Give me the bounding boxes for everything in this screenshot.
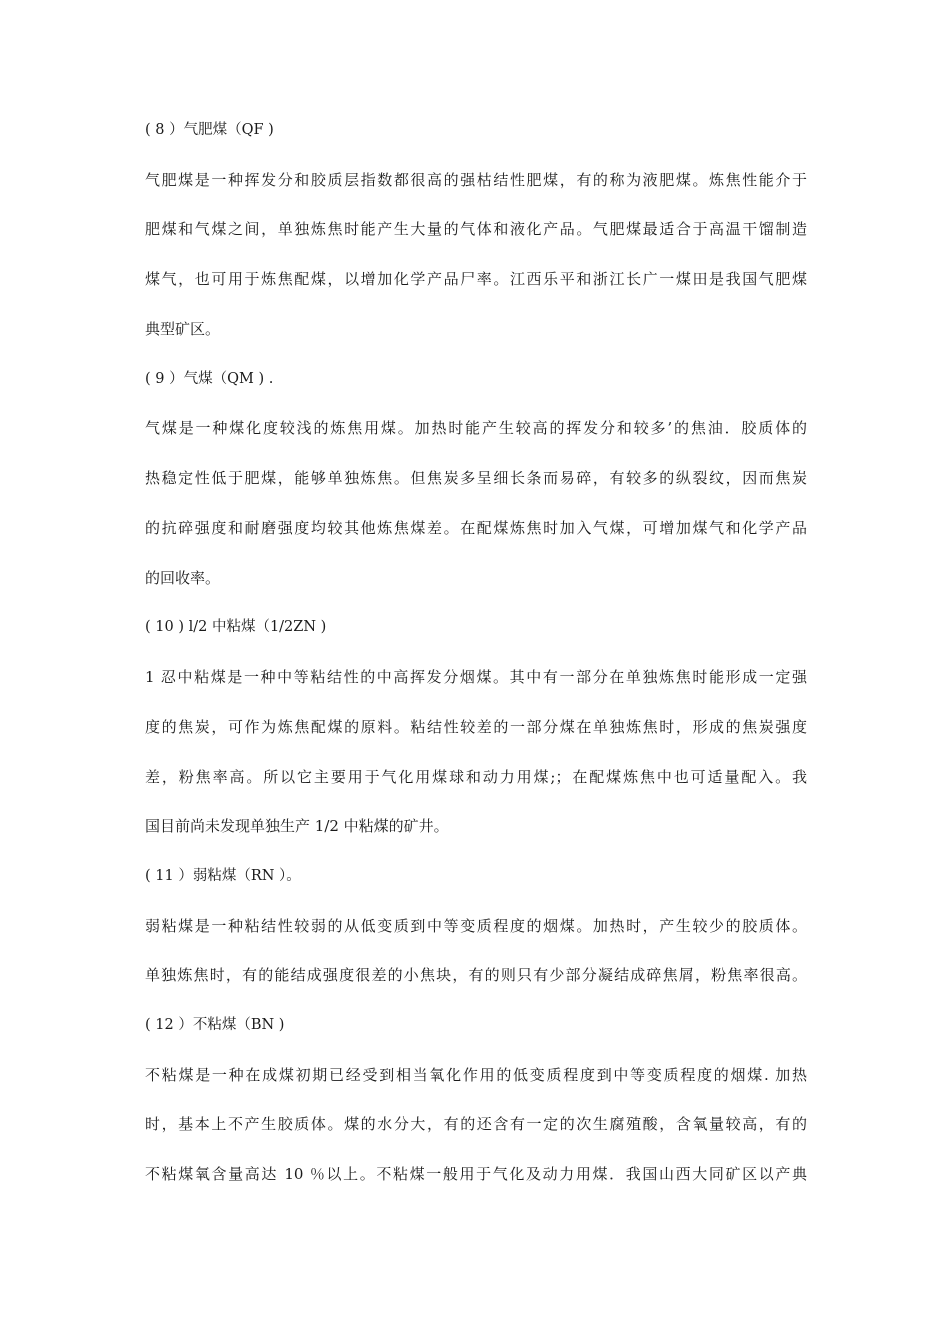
paragraph-line: 1 忍中粘煤是一种中等粘结性的中高挥发分烟煤。其中有一部分在单独炼焦时能形成一定强 — [145, 668, 807, 686]
paragraph-line: 的回收率。 — [145, 569, 221, 587]
paragraph-line: 单独炼焦时，有的能结成强度很差的小焦块，有的则只有少部分凝结成碎焦屑，粉焦率很高。 — [145, 966, 807, 984]
paragraph-line: 度的焦炭，可作为炼焦配煤的原料。粘结性较差的一部分煤在单独炼焦时，形成的焦炭强度 — [145, 718, 807, 736]
section-heading-9: ( 9 ）气煤（QM ) . — [145, 371, 274, 387]
paragraph-line: 差，粉焦率高。所以它主要用于气化用煤球和动力用煤;；在配煤炼焦中也可适量配入。我 — [145, 768, 807, 786]
paragraph-line: 肥煤和气煤之间，单独炼焦时能产生大量的气体和液化产品。气肥煤最适合于高温干馏制造 — [145, 220, 807, 238]
paragraph-line: 不粘煤氧含量高达 10 ％以上。不粘煤一般用于气化及动力用煤．我国山西大同矿区以产典 — [145, 1165, 807, 1183]
paragraph-line: 典型矿区。 — [145, 320, 221, 338]
paragraph-line: 气煤是一种煤化度较浅的炼焦用煤。加热时能产生较高的挥发分和较多’的焦油．胶质体的 — [145, 419, 807, 437]
paragraph-line: 煤气，也可用于炼焦配煤，以增加化学产品尸率。江西乐平和浙江长广一煤田是我国气肥煤 — [145, 270, 807, 288]
paragraph-line: 的抗碎强度和耐磨强度均较其他炼焦煤差。在配煤炼焦时加入气煤，可增加煤气和化学产品 — [145, 519, 807, 537]
paragraph-line: 不粘煤是一种在成煤初期已经受到相当氧化作用的低变质程度到中等变质程度的烟煤. 加热 — [145, 1066, 807, 1084]
section-heading-12: ( 12 ）不粘煤（BN ) — [145, 1017, 285, 1033]
paragraph-line: 气肥煤是一种挥发分和胶质层指数都很高的强枯结性肥煤，有的称为液肥煤。炼焦性能介于 — [145, 171, 807, 189]
paragraph-line: 国目前尚未发现单独生产 1/2 中粘煤的矿井。 — [145, 817, 449, 835]
section-heading-11: ( 11 ）弱粘煤（RN ）。 — [145, 868, 301, 884]
section-heading-8: ( 8 ）气肥煤（QF ) — [145, 122, 274, 138]
paragraph-line: 热稳定性低于肥煤，能够单独炼焦。但焦炭多呈细长条而易碎，有较多的纵裂纹，因而焦炭 — [145, 469, 807, 487]
paragraph-line: 弱粘煤是一种粘结性较弱的从低变质到中等变质程度的烟煤。加热时，产生较少的胶质体。 — [145, 917, 807, 935]
section-heading-10: ( 10 ) l/2 中粘煤（1/2ZN ) — [145, 619, 327, 635]
paragraph-line: 时，基本上不产生胶质体。煤的水分大，有的还含有一定的次生腐殖酸，含氧量较高，有的 — [145, 1115, 807, 1133]
